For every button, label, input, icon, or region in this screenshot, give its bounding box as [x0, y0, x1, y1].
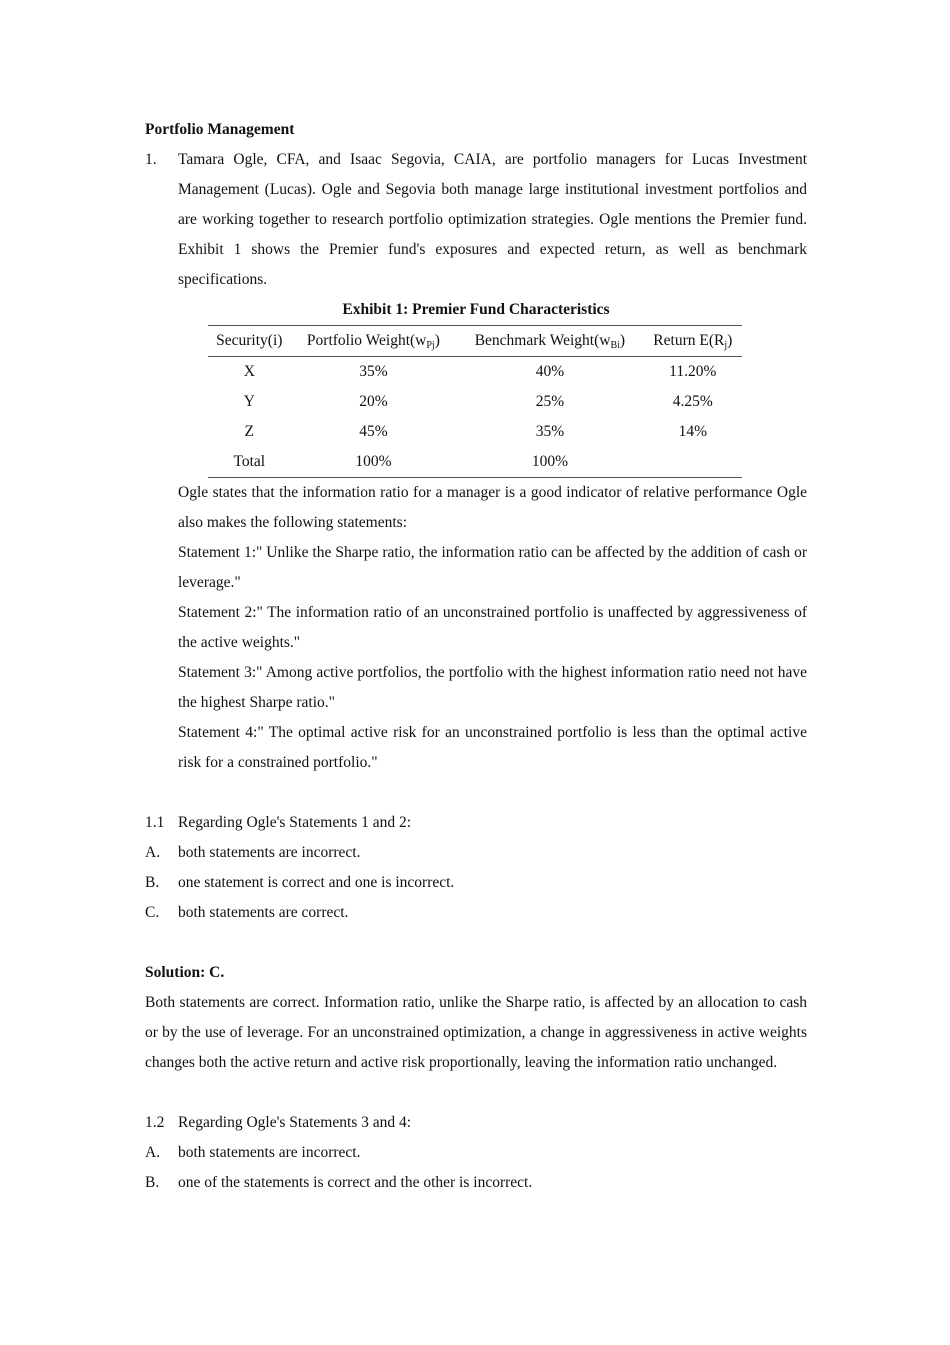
- option-c: [145, 898, 807, 928]
- table-row: [208, 387, 742, 417]
- cell-benchmark-weight: 35%: [535, 423, 565, 440]
- option-a: [145, 838, 807, 868]
- cell-benchmark-weight: 100%: [456, 447, 643, 478]
- table-row-total: [208, 447, 742, 478]
- question-number: 1.1: [145, 814, 165, 831]
- table-header-row: [208, 326, 742, 357]
- option-text: both statements are incorrect.: [178, 844, 361, 861]
- option-text: one statement is correct and one is incorrect.: [178, 874, 455, 891]
- cell-benchmark-weight: 25%: [535, 393, 565, 410]
- header-return: Return $E(R_j)$: [644, 326, 742, 357]
- question-text: Regarding Ogle's Statements 3 and 4:: [178, 1114, 412, 1131]
- cell-return: [644, 447, 742, 478]
- option-text: both statements are correct.: [178, 904, 349, 921]
- option-letter: A.: [145, 844, 161, 861]
- table-row: [208, 417, 742, 447]
- cell-return: 11.20%: [669, 363, 717, 380]
- option-letter: B.: [145, 874, 160, 891]
- cell-benchmark-weight: 40%: [535, 363, 565, 380]
- option-b: [145, 868, 807, 898]
- section-title: Portfolio Management: [145, 121, 295, 138]
- cell-security: X: [243, 363, 255, 380]
- cell-security: Z: [244, 423, 255, 440]
- header-portfolio-weight: Portfolio $Weight(w_{Pj})$: [291, 326, 457, 357]
- cell-security: Y: [243, 393, 255, 410]
- question-number: 1.: [145, 151, 157, 168]
- cell-portfolio-weight: 100%: [291, 447, 457, 478]
- cell-portfolio-weight: 35%: [359, 363, 388, 380]
- statement-2: Statement 2:" The information ratio of an unconstrained portfolio is unaffected by aggressiveness of the active weights.": [178, 604, 807, 651]
- option-a: [145, 1138, 807, 1168]
- cell-portfolio-weight: 45%: [359, 423, 388, 440]
- statement-1: Statement 1:" Unlike the Sharpe ratio, the information ratio can be affected by the addition of cash or leverage.": [178, 544, 807, 591]
- exhibit-title: Exhibit 1: Premier Fund Characteristics: [342, 301, 610, 318]
- cell-security: Total: [208, 447, 291, 478]
- question-1: [145, 145, 807, 295]
- question-text: Tamara Ogle, CFA, and Isaac Segovia, CAIA, are portfolio managers for Lucas Investment Management (Lucas). Ogle and Segovia both manage large institutional investment portfolios and are working together to research portfolio optimization strategies. Ogle mentions the Premier fund. Exhibit 1 shows the Premier fund's exposures and expected return, as well as benchmark specifications.: [178, 151, 807, 288]
- question-1-2: [145, 1108, 807, 1138]
- option-letter: C.: [145, 904, 160, 921]
- header-security: Security(i): [208, 326, 291, 357]
- option-b: [145, 1168, 807, 1198]
- question-text: Regarding Ogle's Statements 1 and 2:: [178, 814, 412, 831]
- intro-after-table: Ogle states that the information ratio for a manager is a good indicator of relative performance Ogle also makes the following statements:: [178, 484, 807, 531]
- solution-text: Both statements are correct. Information ratio, unlike the Sharpe ratio, is affected by an allocation to cash or by the use of leverage. For an unconstrained optimization, a change in aggressiveness in active weights changes both the active return and active risk proportionally, leaving the information ratio unchanged.: [145, 994, 807, 1071]
- header-benchmark-weight: Benchmark $Weight(w_{Bi})$: [456, 326, 643, 357]
- option-letter: B.: [145, 1174, 160, 1191]
- solution-label: Solution: C.: [145, 964, 225, 981]
- question-number: 1.2: [145, 1114, 165, 1131]
- cell-return: 14%: [678, 423, 707, 440]
- question-1-1: [145, 808, 807, 838]
- option-text: both statements are incorrect.: [178, 1144, 361, 1161]
- document-page: [145, 115, 807, 1198]
- table-row: [208, 357, 742, 388]
- option-letter: A.: [145, 1144, 161, 1161]
- cell-portfolio-weight: 20%: [359, 393, 388, 410]
- cell-return: 4.25%: [672, 393, 713, 410]
- option-text: one of the statements is correct and the other is incorrect.: [178, 1174, 533, 1191]
- statement-4: Statement 4:" The optimal active risk for an unconstrained portfolio is less than the optimal active risk for a constrained portfolio.": [178, 724, 807, 771]
- statement-3: Statement 3:" Among active portfolios, the portfolio with the highest information ratio need not have the highest Sharpe ratio.": [178, 664, 807, 711]
- exhibit-table: [208, 325, 742, 478]
